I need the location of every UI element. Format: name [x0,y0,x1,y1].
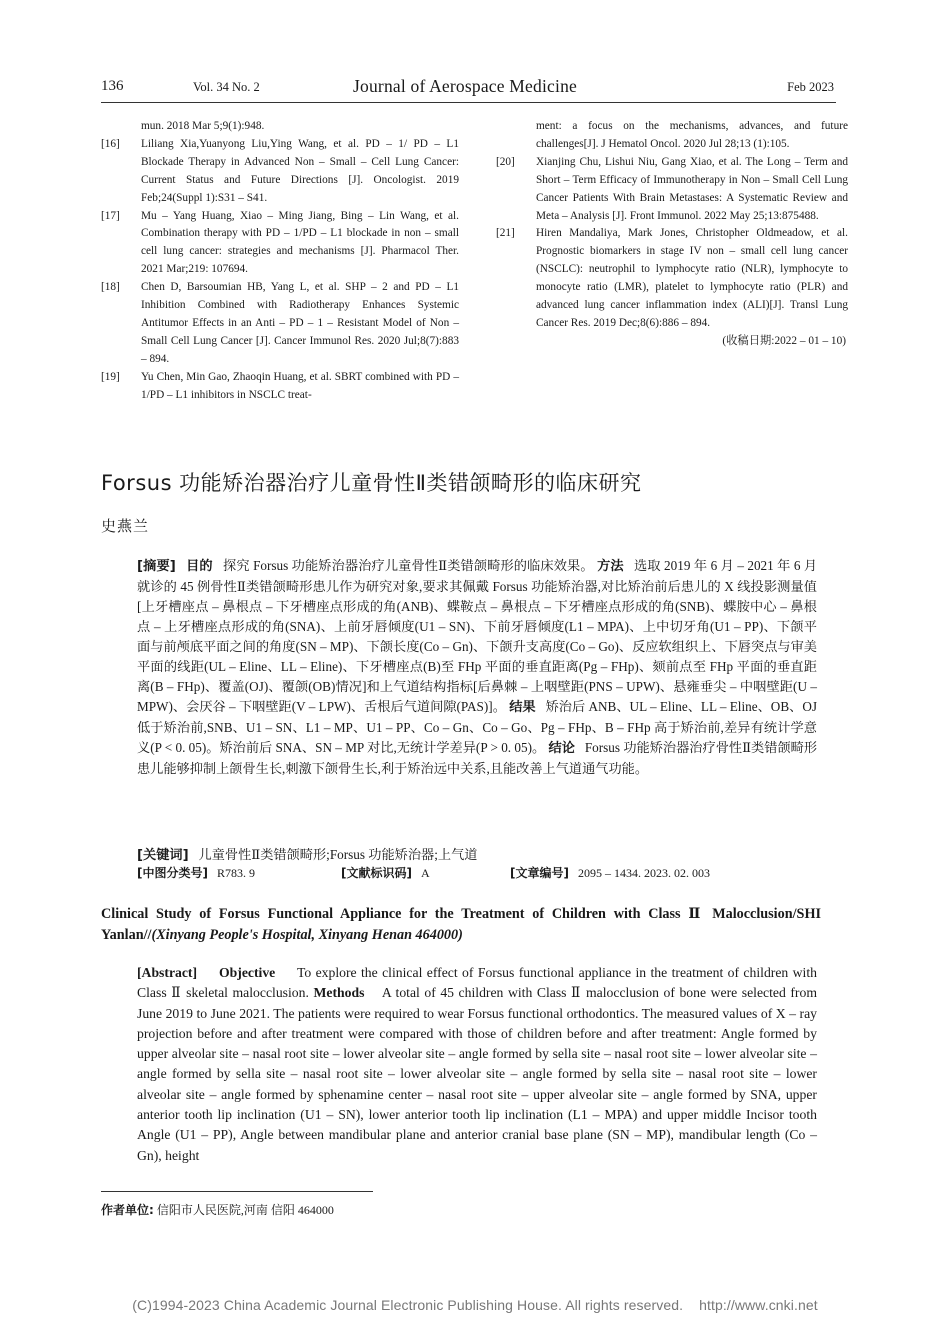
article-id: [文章编号] 2095 – 1434. 2023. 02. 003 [510,866,710,880]
references-left-column [101,118,459,405]
cnki-url: http://www.cnki.net [699,1297,818,1313]
reference-item: [19] Yu Chen, Min Gao, Zhaoqin Huang, et al. SBRT combined with PD – 1/PD – L1 inhibitors in NSCLC treat- [101,370,459,401]
keywords-text-cn: 儿童骨性Ⅱ类错颌畸形;Forsus 功能矫治器;上气道 [198,847,478,862]
header-rule [101,102,836,103]
author-affiliation-footnote [101,1201,334,1219]
abstract-en [137,963,817,1166]
footnote-rule [101,1191,373,1192]
page-number: 136 [101,78,124,94]
objective-text-cn: 探究 Forsus 功能矫治器治疗儿童骨性Ⅱ类错颌畸形的临床效果。 [223,558,594,573]
reference-item: [17] Mu – Yang Huang, Xiao – Ming Jiang, Bing – Lin Wang, et al. Combination therapy with PD – 1/PD – L1 blockade in non – small cell lung cancer: strategies and mechanisms [J]. Pharmacol Ther. 2021 Mar;219: 107694. [101,209,459,276]
footnote-text: 信阳市人民医院,河南 信阳 464000 [156,1203,334,1217]
footnote-label: 作者单位: [101,1203,154,1217]
methods-text-cn: 选取 2019 年 6 月 – 2021 年 6 月就诊的 45 例骨性Ⅱ类错颌畸形患儿作为研究对象,要求其佩戴 Forsus 功能矫治器,对比矫治前后患儿的 X 线投影测量值[上牙槽座点 – 鼻根点 – 下牙槽座点形成的角(ANB)、蝶鞍点 – 鼻根点 – 下牙槽座点形成的角(SNB)、蝶胺中心 – 鼻根点 – 上牙槽座点形成的角(SNA)、上前牙唇倾度(U1 – SN)、下前牙唇倾度(L1 – MPA)、上中切牙角(U1 – PP)、下颌平面与前颅底平面之间的角度(SN – MP)、下颌长度(Co – Gn)、下颌升支高度(Co – Go)、反应软组织上、下唇突点与审美平面的线距(UL – Eline、LL – Eline)、下牙槽座点(B)至 FHp 平面的垂直距离(Pg – FHp)、颏前点至 FHp 平面的垂直距离(B – FHp)、覆盖(OJ)、覆颌(OB)情况]和上气道结构指标[后鼻棘 – 上咽壁距(PNS – UPW)、悬雍垂尖 – 中咽壁距(U – MPW)、会厌谷 – 下咽壁距(V – LPW)、舌根后气道间隙(PAS)]。 [137,558,818,714]
reference-item: [20] Xianjing Chu, Lishui Niu, Gang Xiao, et al. The Long – Term and Short – Term Efficacy of Immunotherapy in Non – Small Cell Lung Cancer Patients With Brain Metastases: A Systematic Review and Meta – Analysis [J]. Front Immunol. 2022 May 25;13:875488. [496,155,848,222]
document-code: [文献标识码] A [341,866,430,880]
results-label-cn: 结果 [509,700,536,715]
methods-label-en: Methods [313,985,365,1001]
objective-label-en: Objective [219,965,276,980]
methods-label-cn: 方法 [597,559,624,574]
references-right-column [496,118,848,351]
volume-issue: Vol. 34 No. 2 [193,80,260,94]
copyright-text: (C)1994-2023 China Academic Journal Electronic Publishing House. All rights reserved. [132,1297,684,1313]
reference-item: [18] Chen D, Barsoumian HB, Yang L, et al. SHP – 2 and PD – L1 Inhibition Combined with Radiotherapy Enhances Systemic Antitumor Effects in an Anti – PD – 1 – Resistant Model of Non – Small Cell Lung Cancer [J]. Cancer Immunol Res. 2020 Jul;8(7):883 – 894. [101,281,459,365]
methods-text-en: A total of 45 children with Class Ⅱ malocclusion of bone were selected from June 2019 to June 2021. The patients were required to wear Forsus functional orthodontics. The measured values of X – ray projection before and after treatment were compared with those of children before and after treatment: Angle formed by upper alveolar site – nasal root site – lower alveolar site – angle formed by sella site – nasal root site – lower alveolar site – angle formed by sella site – nasal root site – lower alveolar site – angle formed by sella site – nasal root site – lower alveolar site – angle formed by sphenamine center – nasal root site – upper alveolar site – angle formed by SNA, upper anterior tooth lip inclination (U1 – SN), lower anterior tooth lip inclination (L1 – MPA) and upper middle Incisor tooth Angle (U1 – PP), Angle between mandibular plane and anterior cranial base plane (SN – MP), mandibular length (Co – Gn), height [137,985,817,1163]
received-date: (收稿日期:2022 – 01 – 10) [722,334,846,347]
author-cn: 史燕兰 [101,519,150,535]
conclusion-label-cn: 结论 [548,741,575,756]
running-header [101,76,836,102]
keywords-cn [137,845,817,866]
reference-item: [21] Hiren Mandaliya, Mark Jones, Christopher Oldmeadow, et al. Prognostic biomarkers in stage IV non – small cell lung cancer (NSCLC): neutrophil to lymphocyte ratio (NLR), lymphocyte to monocyte ratio (LMR), platelet to lymphocyte ratio (PLR) and advanced lung cancer inflammation index (ALI)[J]. Transl Lung Cancer Res. 2019 Dec;8(6):886 – 894. [496,227,848,329]
clc-code: [中图分类号] R783. 9 [137,866,255,880]
affiliation-en: (Xinyang People's Hospital, Xinyang Henan 464000) [151,927,463,943]
reference-item: ment: a focus on the mechanisms, advances, and future challenges[J]. J Hematol Oncol. 2020 Jul 28;13 (1):105. [536,120,848,150]
article-title-en: Clinical Study of Forsus Functional Appliance for the Treatment of Children with Class Ⅱ Malocclusion/SHI Yanlan//(Xinyang People's Hospital, Xinyang Henan 464000) [101,906,821,943]
article-title-cn: Forsus 功能矫治器治疗儿童骨性Ⅱ类错颌畸形的临床研究 [101,471,642,495]
abstract-label-cn: [摘要] [137,559,176,574]
abstract-cn [137,556,817,779]
journal-name: Journal of Aerospace Medicine [353,76,577,96]
reference-item: mun. 2018 Mar 5;9(1):948. [141,120,265,132]
keywords-label-cn: [关键词] [137,848,189,863]
abstract-label-en: [Abstract] [137,965,198,980]
results-text-cn: 矫治后 ANB、UL – Eline、LL – Eline、OB、OJ 低于矫治前,SNB、U1 – SN、L1 – MP、U1 – PP、Co – Gn、Co – Go、Pg – FHp、B – FHp 高于矫治前,差异有统计学意义(P < 0. 05)。矫治前后 SNA、SN – MP 对比,无统计学差异(P > 0. 05)。 [137,699,817,755]
conclusion-text-cn: Forsus 功能矫治器治疗骨性Ⅱ类错颌畸形患儿能够抑制上颌骨生长,刺激下颌骨生长,利于矫治远中关系,且能改善上气道通气功能。 [137,740,818,776]
issue-date: Feb 2023 [787,80,834,94]
copyright-banner [0,1297,950,1313]
reference-item: [16] Liliang Xia,Yuanyong Liu,Ying Wang, et al. PD – 1/ PD – L1 Blockade Therapy in Advanced Non – Small – Cell Lung Cancer: Current Status and Future Directions [J]. Oncologist. 2019 Feb;24(Suppl 1):S31 – S41. [101,137,459,204]
objective-label-cn: 目的 [186,559,213,574]
objective-text-en: To explore the clinical effect of Forsus functional appliance in the treatment of children with Class Ⅱ skeletal malocclusion. [137,965,817,1001]
